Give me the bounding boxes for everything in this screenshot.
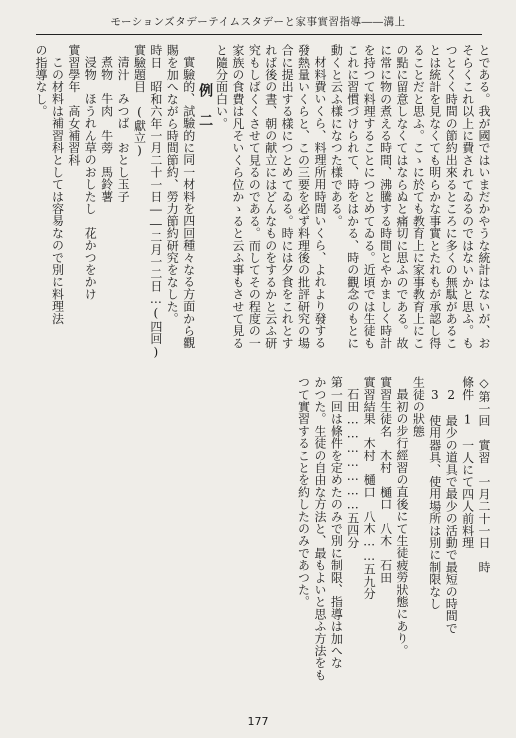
running-head: モーションズタデーテイムスタデーと家事實習指導――溝上 [110, 16, 406, 28]
text-line: 2 最少の道具で最少の活動で最短の時間で [444, 388, 459, 634]
text-line: と隨分面白い。 [214, 44, 229, 130]
text-line: 實驗題目 (獻立) [132, 44, 147, 158]
text-line: 石田…………………五四分 [345, 388, 360, 549]
text-line: 合に提出する樣につとめてゐる。時には夕食をこれとす [280, 44, 295, 349]
text-line: に常に物の煮える時間、沸騰する時間とやかましく時計 [378, 44, 393, 349]
text-line: 究もしばくくさせて見るのである。而してその程度の一 [247, 44, 262, 349]
text-line: れば後の晝、朝の献立にはどんなものをするかと云ふ研 [263, 44, 278, 349]
text-line: 3 使用器具、使用場所は別に制限なし [427, 388, 442, 610]
text-line: ◇第一回 實習 一月二十一日 時 [477, 376, 491, 574]
text-line: 實習學年 高女補習科 [66, 44, 81, 166]
text-line: 家族の食費は凡そいくら位かゝると云ふ事もさせて見る [230, 44, 245, 349]
text-line: かつた。生徒の自由な方法と、最もよいと思ふ方法をも [312, 376, 327, 681]
text-line: 時日 昭和六年一月二十一日――二月一二日…(四回) [148, 44, 163, 359]
text-line: 實驗的、試驗的に同一材料を四回種々なる方面から觀 [181, 56, 196, 349]
text-line: そらくこれ以上に費されてゐるのではないかと思ふ。も [460, 44, 475, 349]
text-line: この材料は補習科としては容易なので別に料理法 [50, 56, 65, 325]
text-line: 發熱量いくらと、この三要を必ず料理後の批評研究の場 [296, 44, 311, 349]
text-line: 材料費いくら、料理所用時間いくら、よれより發する [312, 56, 327, 349]
text-line: 條件 1 一人にて四人前料理 [460, 376, 475, 549]
text-line: これに習慣づけられて、時をはかる、時の觀念のもとに [345, 44, 360, 349]
text-line: 第一回は條件を定めたのみで別に制限、指導は加へな [329, 376, 344, 669]
text-line: の指導なし。 [34, 44, 49, 118]
text-line: 煮物 牛肉 牛蒡 馬鈴薯 [99, 56, 114, 203]
text-line: つとくく時間の節約出來るところに多くの無駄があるこ [444, 44, 459, 349]
text-line: とは統計を見なくても明らかな事實とたれもが承認し得 [427, 44, 442, 349]
body-text [26, 44, 492, 684]
text-line: つて實習することを約したのみであつた。 [296, 376, 311, 608]
section-heading: 例 二 [197, 83, 214, 128]
text-line: の點に留意しなくてはならぬと痛切に思ふのである。故 [394, 44, 409, 349]
header-rule [36, 34, 482, 35]
text-line: 清汁 みつば おとし玉子 [116, 56, 131, 203]
text-line: 實習生徒名 木村 樋口 八木 石田 [378, 376, 393, 584]
text-line: 實習結果 木村 樋口 八木……五九分 [362, 376, 377, 600]
text-line: ることだと思ふ。こゝに於ても教育上に家事教育上にこ [411, 44, 426, 349]
text-line: 動くと云ふ樣になつた樣である。 [329, 44, 344, 227]
text-line: 賜を加へながら時間節約、勞力節約研究をなした。 [165, 44, 180, 325]
page-number: 177 [247, 715, 269, 728]
text-line: 最初の步行經習の直後にて生徒疲勞狀態にあり。 [394, 388, 409, 657]
text-line: 浸物 ほうれん草のおしたし 花かつをかけ [83, 56, 98, 300]
text-line: を持つて料理することにつとめてゐる。近頃では生徒も [362, 44, 377, 349]
text-line: とである。我が國ではいまだかやうな統計はないが、お [477, 44, 491, 349]
text-line: 生徒の狀態 [411, 376, 426, 437]
